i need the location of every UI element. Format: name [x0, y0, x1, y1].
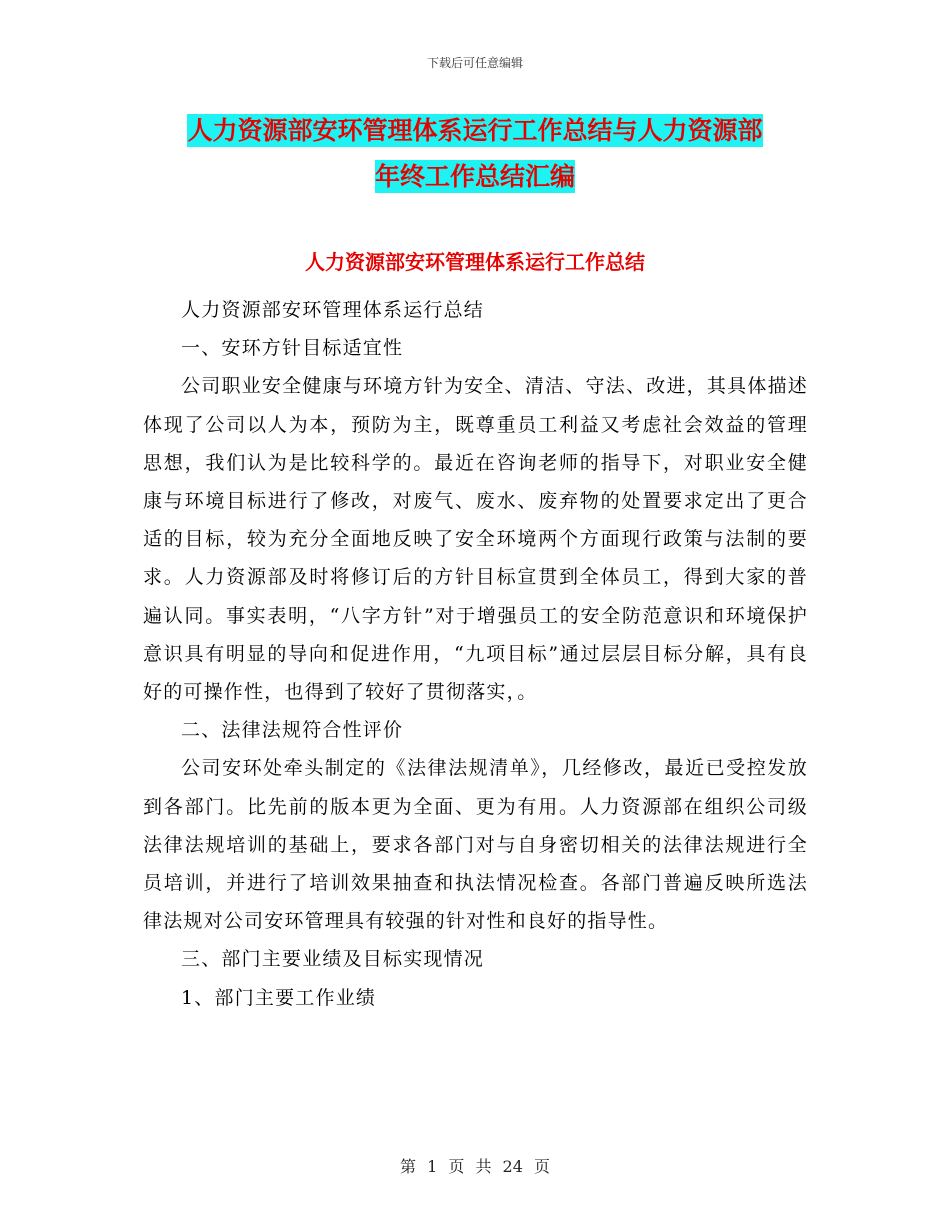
heading-1: 一、安环方针目标适宜性	[181, 337, 404, 360]
main-title-line-2: 年终工作总结汇编	[374, 162, 575, 191]
heading-2: 二、法律法规符合性评价	[181, 719, 404, 742]
page-footer: 第 1 页 共 24 页	[400, 1157, 550, 1176]
paragraph: 公司安环处牵头制定的《法律法规清单》，几经修改，最近已受控发放到各部门。比先前的版本更为全面、更为有用。人力资源部在组织公司级法律法规培训的基础上，要求各部门对与自身密切相关的法律法规进行全员培训，并进行了培训效果抽查和执法情况检查。各部门普遍反映所选法律法规对公司安环管理具有较强的针对性和良好的指导性。	[143, 757, 808, 933]
body-text	[143, 291, 808, 1017]
header-note: 下载后可任意编辑	[426, 56, 523, 70]
heading-3: 三、部门主要业绩及目标实现情况	[181, 948, 485, 971]
paragraph: 人力资源部安环管理体系运行总结	[181, 299, 485, 321]
paragraph: 公司职业安全健康与环境方针为安全、清洁、守法、改进，其具体描述体现了公司以人为本，预防为主，既尊重员工利益又考虑社会效益的管理思想，我们认为是比较科学的。最近在咨询老师的指导下，对职业安全健康与环境目标进行了修改，对废气、废水、废弃物的处置要求定出了更合适的目标，较为充分全面地反映了安全环境两个方面现行政策与法制的要求。人力资源部及时将修订后的方针目标宣贯到全体员工，得到大家的普遍认同。事实表明，“八字方针”对于增强员工的安全防范意识和环境保护意识具有明显的导向和促进作用，“九项目标”通过层层目标分解，具有良好的可操作性，也得到了较好了贯彻落实，。	[143, 375, 808, 704]
subheading: 1、部门主要工作业绩	[181, 986, 377, 1009]
main-title	[140, 108, 810, 200]
section-title: 人力资源部安环管理体系运行工作总结	[305, 250, 645, 274]
main-title-line-1: 人力资源部安环管理体系运行工作总结与人力资源部	[187, 116, 763, 145]
